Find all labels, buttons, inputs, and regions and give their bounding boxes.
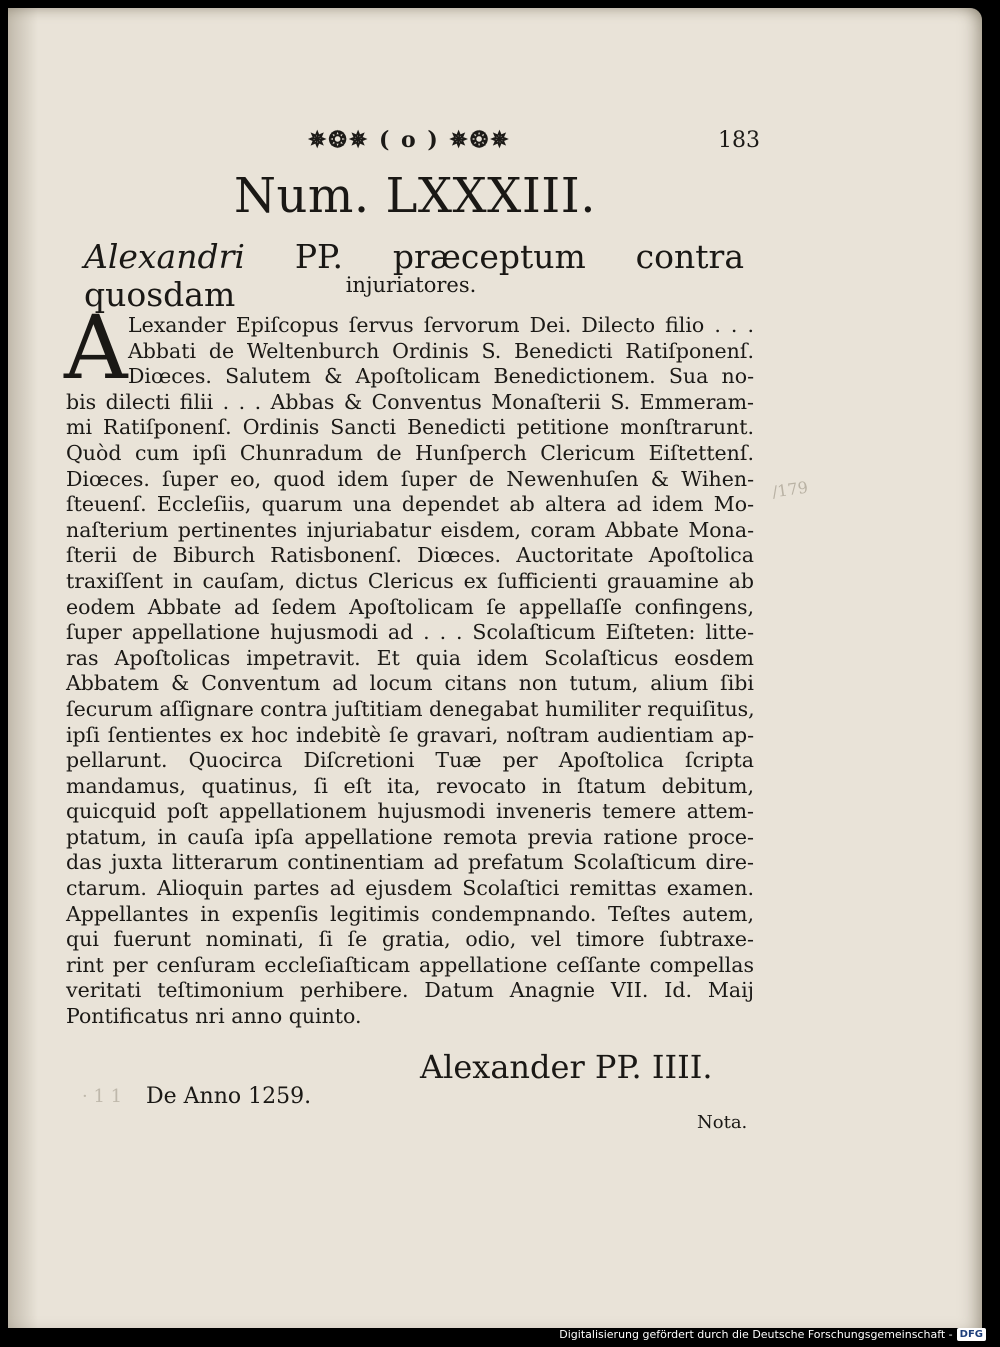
signature: Alexander PP. IIII. bbox=[420, 1048, 713, 1086]
body-line: naſterium pertinentes injuriabatur eisdem, coram Abbate Mona- bbox=[66, 517, 754, 542]
body-line: das juxta litterarum continentiam ad prefatum Scolaſticum dire- bbox=[66, 850, 754, 875]
body-line: pellarunt. Quocirca Diſcretioni Tuæ per Apoſtolica ſcripta bbox=[66, 748, 754, 773]
body-line: ſterii de Biburch Ratisbonenſ. Diœces. Auctoritate Apoſtolica bbox=[66, 543, 754, 568]
body-line: ſteuenſ. Eccleſiis, quarum una dependet ab altera ad idem Mo- bbox=[66, 492, 754, 517]
year-note: De Anno 1259. bbox=[146, 1084, 312, 1109]
header-ornament: ✵❂✵ ( o ) ✵❂✵ bbox=[308, 127, 511, 153]
running-header bbox=[0, 127, 1000, 157]
dfg-logo-icon: DFG bbox=[957, 1328, 986, 1341]
body-line: Abbatem & Conventum ad locum citans non tutum, alium ſibi bbox=[66, 671, 754, 696]
body-line: ſecurum aſſignare contra juſtitiam denegabat humiliter requiſitus, bbox=[66, 696, 755, 721]
body-line: qui fuerunt nominati, ſi ſe gratia, odio, vel timore ſubtraxe- bbox=[66, 927, 754, 952]
body-line: ſuper appellatione hujusmodi ad . . . Scolaſticum Eiſteten: litte- bbox=[66, 620, 754, 645]
margin-pencil-mark: /179 bbox=[770, 477, 810, 502]
body-text bbox=[66, 313, 754, 1030]
body-line: Diœces. ſuper eo, quod idem ſuper de Newenhuſen & Wihen- bbox=[66, 466, 754, 491]
body-line: traxiſſent in cauſam, dictus Clericus ex ſufficienti grauamine ab bbox=[66, 568, 754, 593]
body-line: mandamus, quatinus, ſi eſt ita, revocato in ſtatum debitum, bbox=[66, 773, 754, 798]
faint-show-through: · 1 1 bbox=[82, 1086, 123, 1107]
body-line: rint per cenſuram eccleſiaſticam appellatione ceſſante compellas bbox=[66, 952, 754, 977]
body-line: ras Apoſtolicas impetravit. Et quia idem Scolaſticus eosdem bbox=[66, 645, 754, 670]
body-line: ipſi ſentientes ex hoc indebitè ſe gravari, noſtram audientiam ap- bbox=[66, 722, 754, 747]
body-line: Diœces. Salutem & Apoſtolicam Benedictionem. Sua no- bbox=[128, 364, 754, 389]
body-line: Quòd cum ipſi Chunradum de Hunſperch Clericum Eiſtettenſ. bbox=[66, 440, 754, 465]
body-line: Pontificatus nri anno quinto. bbox=[66, 1004, 362, 1029]
page-number: 183 bbox=[718, 128, 760, 153]
body-line: Abbati de Weltenburch Ordinis S. Benedicti Ratiſponenſ. bbox=[128, 338, 754, 363]
drop-capital: A bbox=[64, 296, 128, 399]
body-line: ctarum. Alioquin partes ad ejusdem Scolaſtici remittas examen. bbox=[66, 876, 754, 901]
subtitle-italic-name: Alexandri bbox=[84, 237, 245, 276]
body-line: veritati teſtimonium perhibere. Datum Anagnie VII. Id. Maij bbox=[66, 978, 754, 1003]
body-line: Lexander Epiſcopus ſervus ſervorum Dei. Dilecto filio . . . bbox=[128, 313, 754, 337]
document-subtitle-line2: injuriatores. bbox=[345, 273, 477, 297]
catchword-nota: Nota. bbox=[697, 1112, 748, 1133]
body-line: Appellantes in expenſis legitimis condempnando. Teſtes autem, bbox=[66, 901, 754, 926]
body-line: eodem Abbate ad ſedem Apoſtolicam ſe appellaſſe confingens, bbox=[66, 594, 754, 619]
body-line: bis dilecti filii . . . Abbas & Conventus Monaſterii S. Emmeram- bbox=[66, 389, 754, 414]
body-line: mi Ratiſponenſ. Ordinis Sancti Benedicti petitione monſtrarunt. bbox=[66, 415, 754, 440]
document-number-title: Num. LXXXIII. bbox=[234, 168, 596, 224]
digitization-footer bbox=[559, 1328, 986, 1341]
body-line: quicquid poſt appellationem hujusmodi inveneris temere attem- bbox=[66, 799, 754, 824]
body-line: ptatum, in cauſa ipſa appellatione remota previa ratione proce- bbox=[66, 824, 754, 849]
footer-credit: Digitalisierung gefördert durch die Deutsche Forschungsgemeinschaft - bbox=[559, 1328, 953, 1341]
subtitle-rest: PP. præceptum contra quosdam bbox=[84, 237, 744, 314]
